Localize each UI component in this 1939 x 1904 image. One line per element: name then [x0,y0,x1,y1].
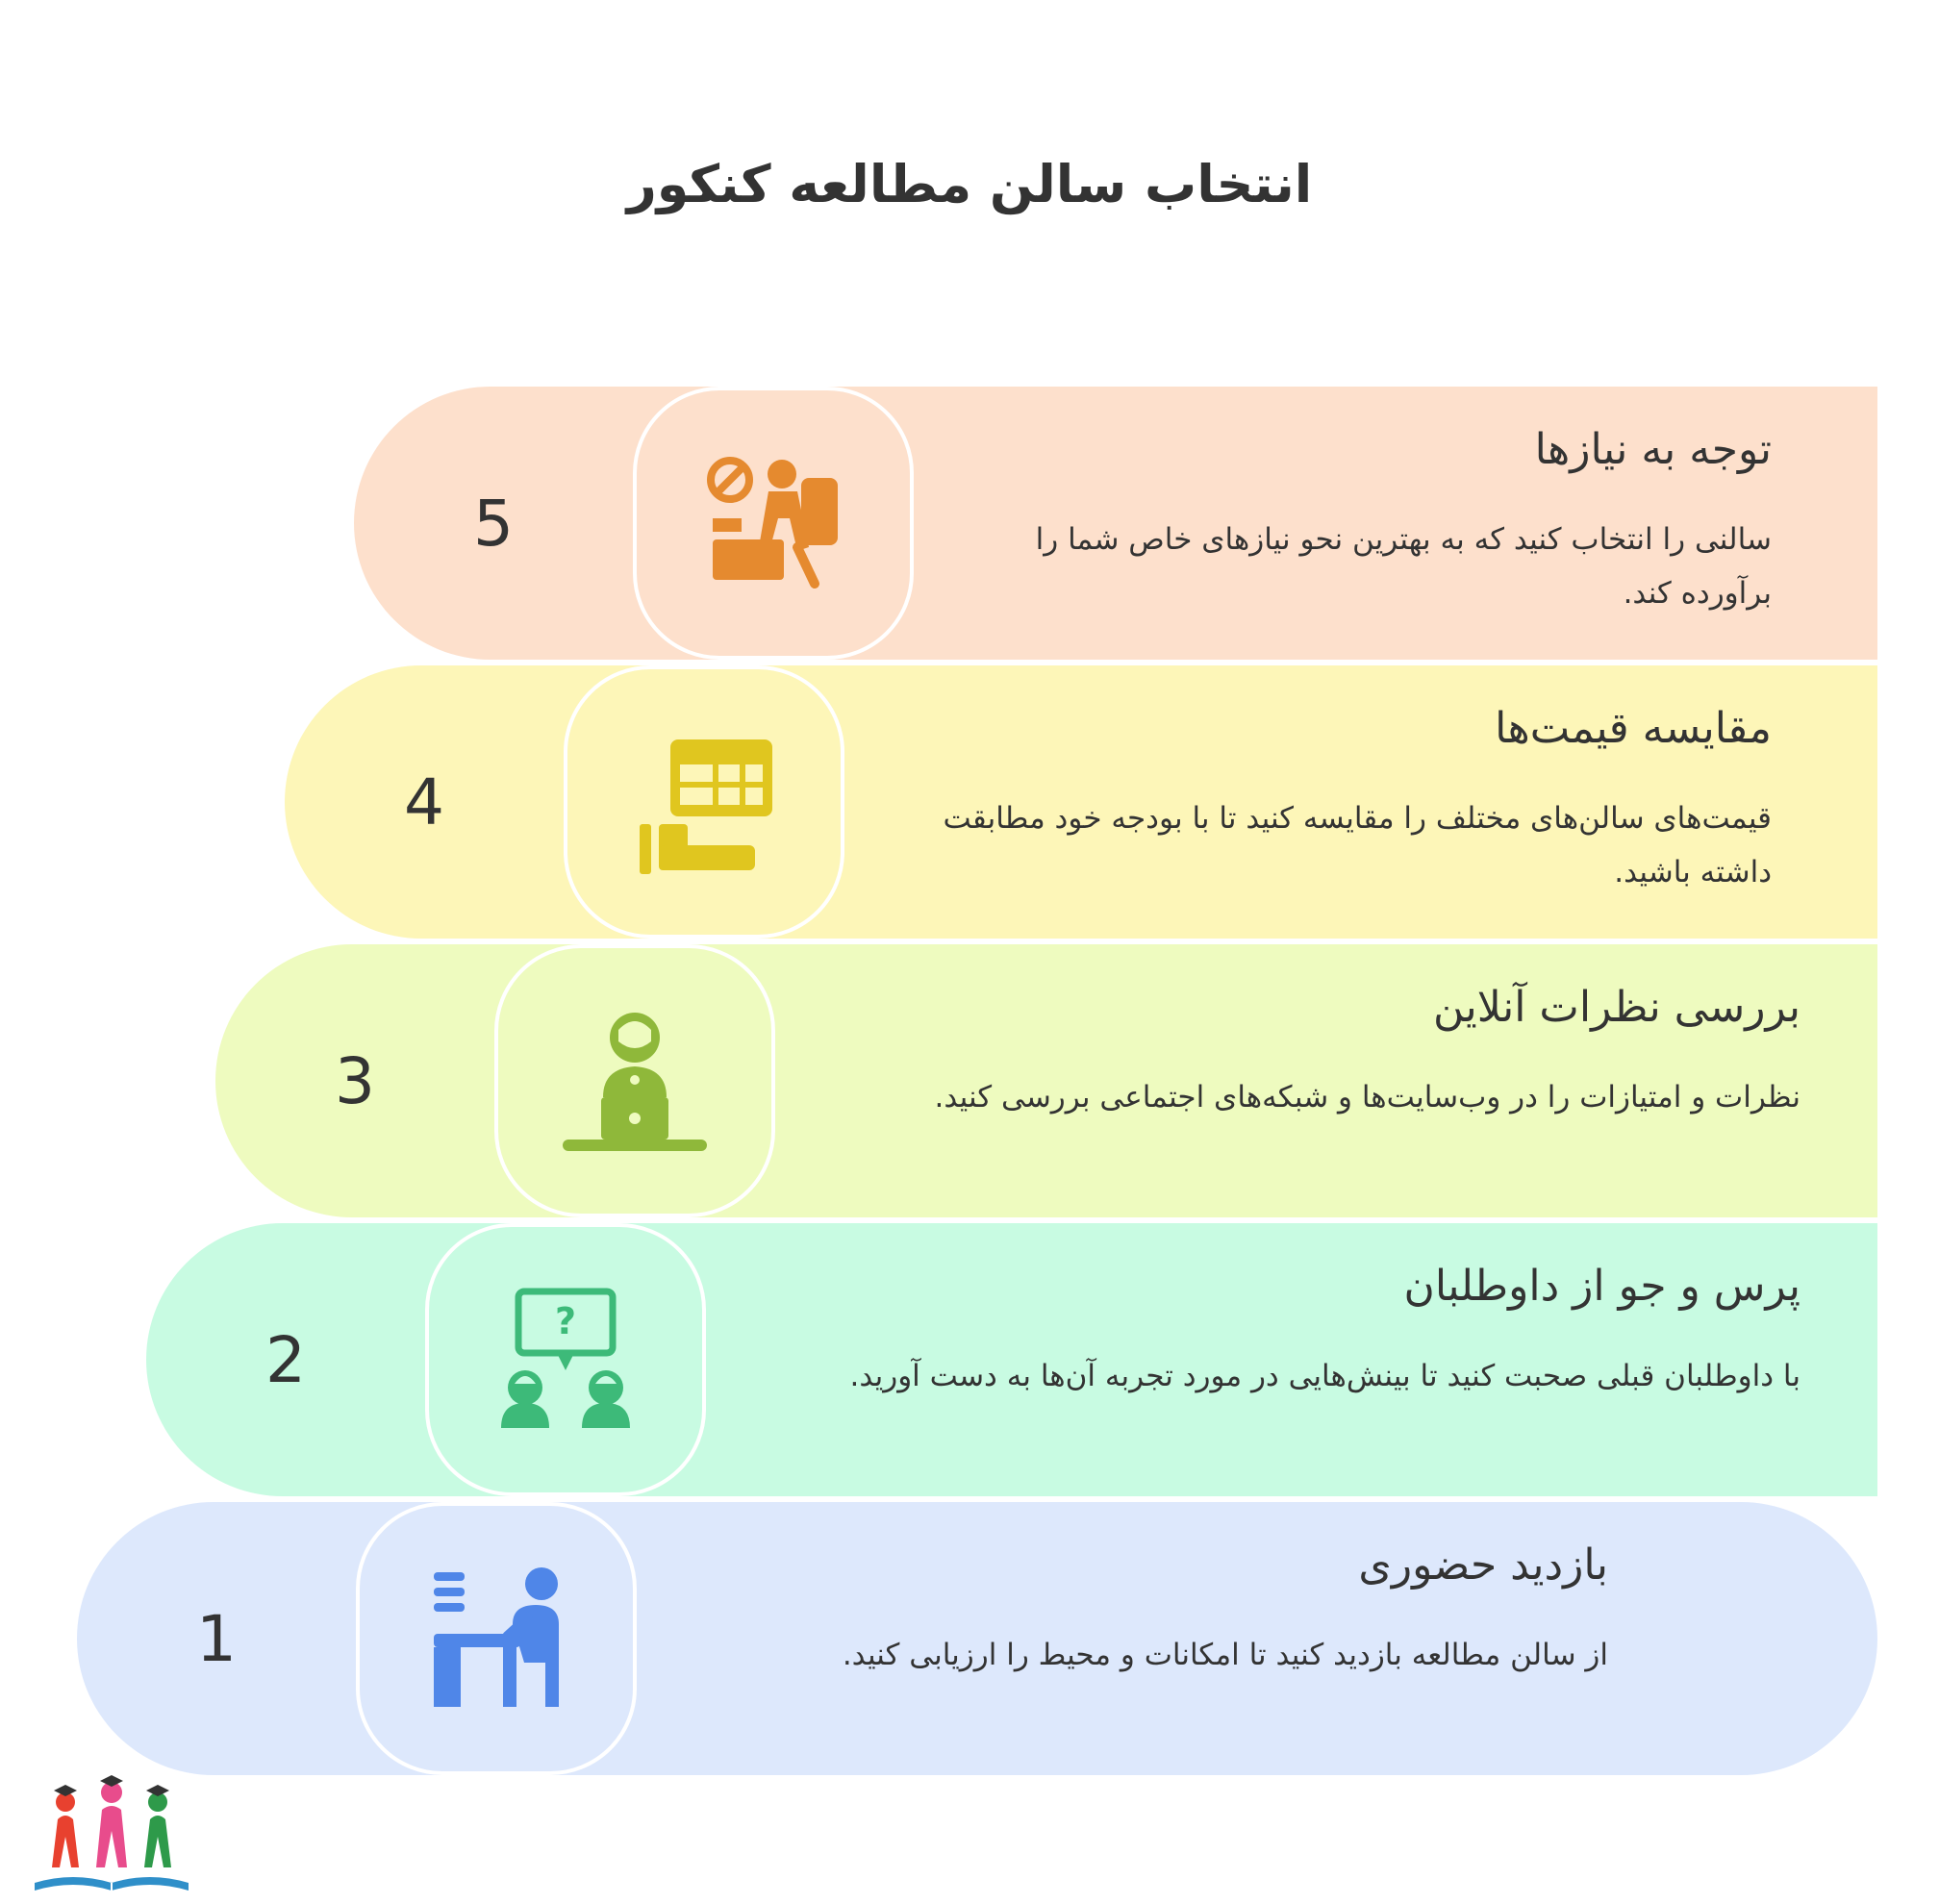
step-1-text [685,1541,1608,1682]
step-3 [215,944,1877,1217]
page-title: انتخاب سالن مطالعه کنکور [626,154,1313,214]
step-2-number: 2 [265,1322,306,1397]
step-4-number: 4 [404,764,444,839]
step-2-text [791,1262,1800,1403]
step-5-heading: توجه به نیازها [1534,425,1772,474]
step-3-heading: بررسی نظرات آنلاین [1432,983,1800,1032]
step-5-text [954,425,1772,620]
step-4-text [925,704,1772,899]
step-1-description: از سالن مطالعه بازدید کنید تا امکانات و محیط را ارزیابی کنید. [842,1638,1608,1672]
special-needs-icon [701,451,845,595]
step-4-heading: مقایسه قیمت‌ها [1495,704,1772,753]
step-2-description: با داوطلبان قبلی صحبت کنید تا بینش‌هایی در مورد تجربه آن‌ها به دست آورید. [849,1359,1800,1393]
step-4-description: قیمت‌های سالن‌های مختلف را مقایسه کنید تا با بودجه خود مطابقت داشته باشید. [943,801,1772,889]
step-3-number: 3 [335,1043,375,1118]
step-5-description: سالنی را انتخاب کنید که به بهترین نحو نیازهای خاص شما را برآورده کند. [1035,522,1772,611]
step-2-heading: پرس و جو از داوطلبان [1403,1262,1800,1311]
price-table-icon [632,730,776,874]
person-at-desk-icon [424,1566,568,1711]
step-5-number: 5 [473,486,514,561]
step-1-icon-cell [356,1502,637,1775]
step-3-text [858,983,1800,1124]
question-chat-icon [493,1288,638,1432]
step-2-icon-cell [425,1223,706,1496]
step-1 [77,1502,1877,1775]
step-2 [146,1223,1877,1496]
step-3-icon-cell [494,944,775,1217]
step-1-number: 1 [196,1601,237,1676]
step-3-description: نظرات و امتیازات را در وب‌سایت‌ها و شبکه‌های اجتماعی بررسی کنید. [934,1080,1800,1115]
step-4 [285,665,1877,939]
svg-text:?: ? [554,1300,577,1342]
step-1-heading: بازدید حضوری [1358,1541,1608,1590]
step-5-icon-cell [633,387,914,660]
person-laptop-icon [563,1009,707,1153]
step-4-icon-cell [564,665,844,939]
step-5 [354,387,1877,660]
education-logo-icon [27,1767,196,1892]
